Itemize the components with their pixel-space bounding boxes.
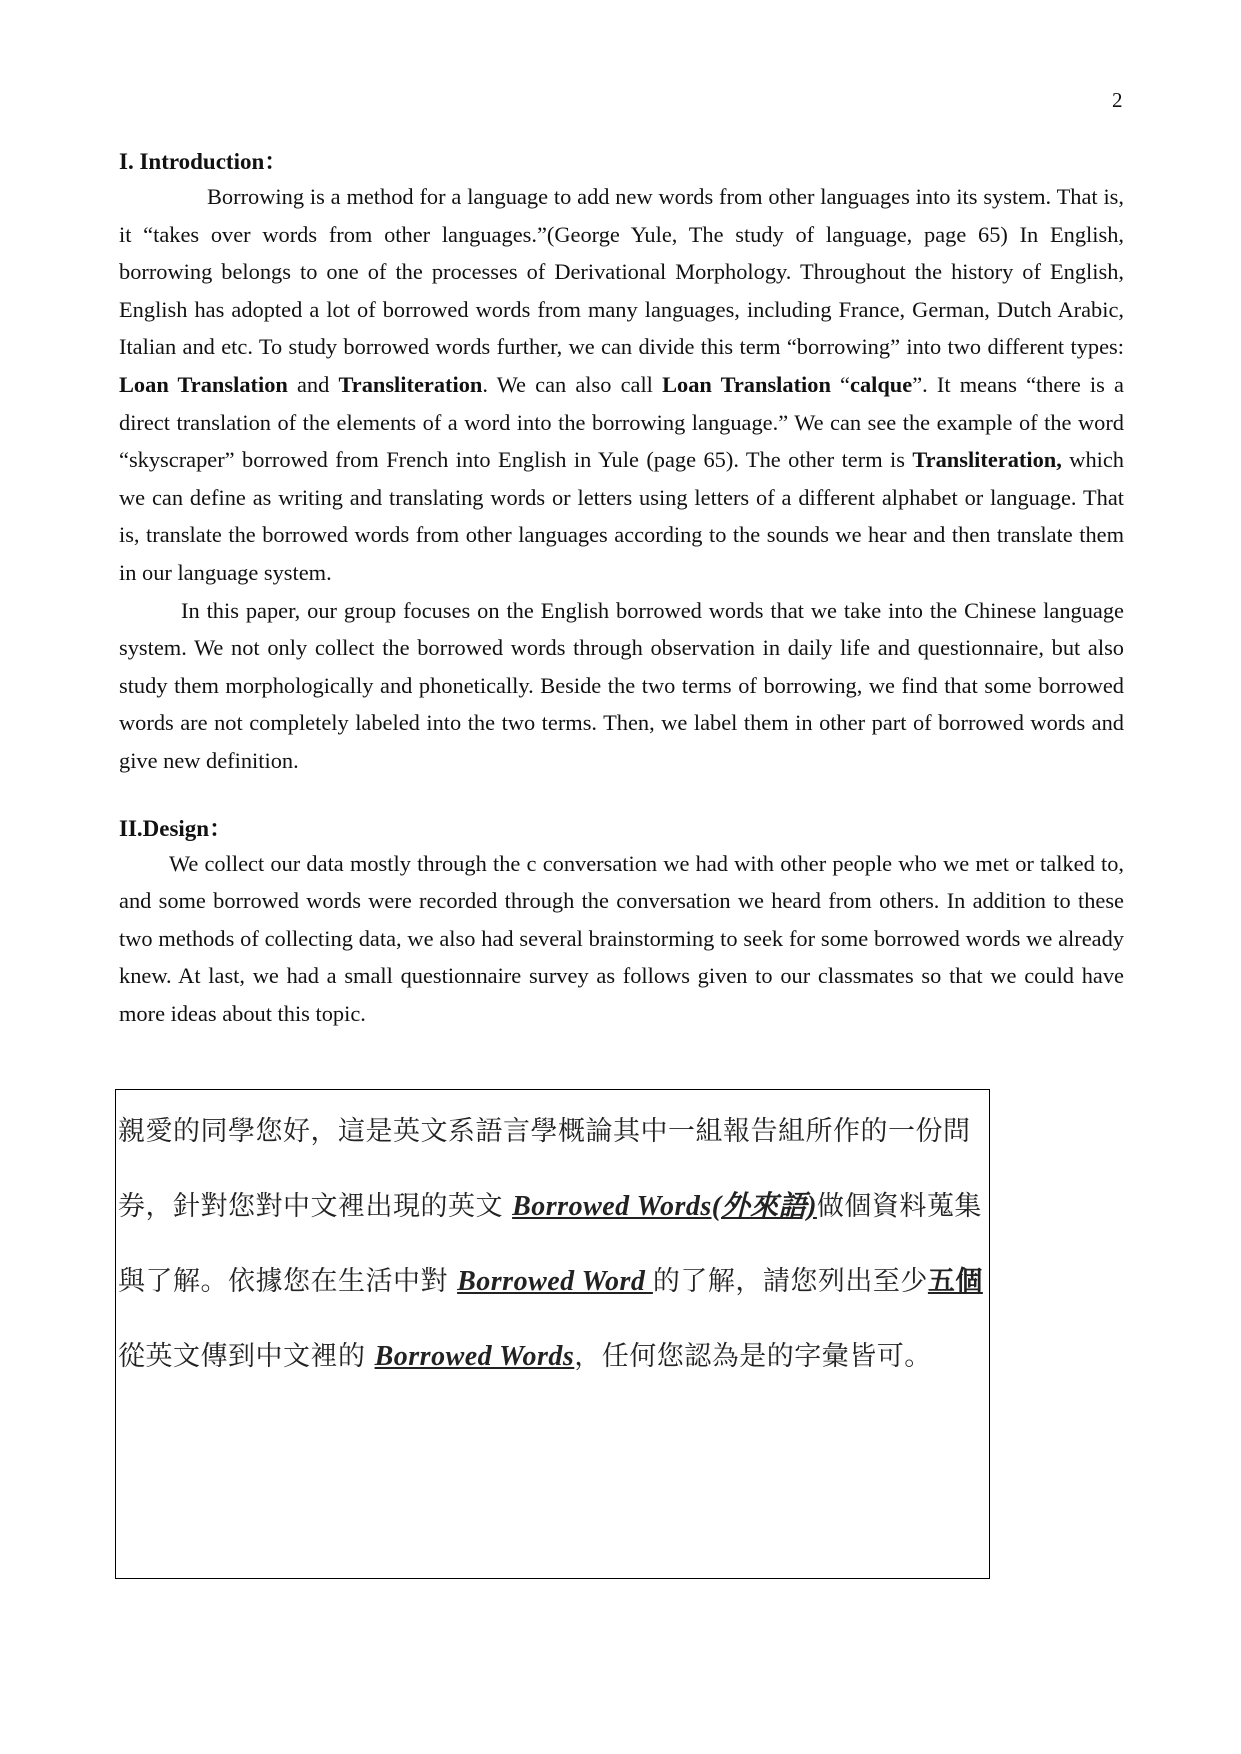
text-run: ，任何您認為是的字彙皆可。 <box>574 1341 932 1372</box>
five-count-emphasis: 五個 <box>927 1266 983 1297</box>
text-run: 做個資料蒐集與了解。依據您在生活中對 <box>118 1191 982 1297</box>
questionnaire-text <box>116 1090 989 1394</box>
text-run: and <box>287 371 339 397</box>
borrowed-word-term: Borrowed Word <box>457 1266 653 1297</box>
text-run: Borrowing is a method for a language to add new words from other languages into its system. That is, it “takes over words from other languages.”(George Yule, The study of language, page 65) In English, borrowing belongs to one of the processes of Derivational Morphology. Throughout the history of English, English has adopted a lot of borrowed words from many languages, including France, German, Dutch Arabic, Italian and etc. To study borrowed words further, we can divide this term “borrowing” into two different types: <box>119 184 1124 360</box>
introduction-heading: I. Introduction： <box>119 149 288 174</box>
text-run: 從英文傳到中文裡的 <box>118 1341 375 1372</box>
text-run: 親愛的同學您好，這是英文系語言學概論其中一組報告組所作的一份問券，針對您對中文裡出現的英文 <box>118 1116 971 1222</box>
text-run: 的了解，請您列出至少 <box>652 1266 928 1297</box>
borrowed-words-term: Borrowed Words <box>374 1341 575 1372</box>
text-run: which we can define as writing and translating words or letters using letters of a different alphabet or language. That is, translate the borrowed words from other languages according to the sounds we hear and then translate them in our language system. <box>119 447 1124 585</box>
term-loan-translation: Loan Translation <box>119 371 288 397</box>
term-transliteration: Transliteration, <box>912 447 1062 473</box>
design-paragraph: We collect our data mostly through the c conversation we had with other people who we met or talked to, and some borrowed words were recorded through the conversation we heard from others. In addition to these two methods of collecting data, we also had several brainstorming to seek for some borrowed words we already knew. At last, we had a small questionnaire survey as follows given to our classmates so that we could have more ideas about this topic. <box>119 850 1124 1026</box>
term-loan-translation: Loan Translation <box>662 371 831 397</box>
questionnaire-box <box>115 1089 990 1579</box>
introduction-paragraph-2: In this paper, our group focuses on the English borrowed words that we take into the Chinese language system. We not only collect the borrowed words through observation in daily life and questionnaire, but also study them morphologically and phonetically. Beside the two terms of borrowing, we find that some borrowed words are not completely labeled into the two terms. Then, we label them in other part of borrowed words and give new definition. <box>119 597 1124 773</box>
design-heading: II.Design： <box>119 815 233 841</box>
document-body <box>119 146 1124 1032</box>
page-number: 2 <box>1112 88 1123 112</box>
borrowed-words-term: Borrowed Words(外來語) <box>512 1191 817 1222</box>
term-calque: calque <box>850 371 913 397</box>
text-run: ”. It means “there is a direct translation of the elements of a word into the borrowing language.” We can see the example of the word “skyscraper” borrowed from French into English in Yule (page 65). The other term is <box>119 371 1124 473</box>
text-run: “ <box>830 371 850 397</box>
term-transliteration: Transliteration <box>338 371 483 397</box>
text-run: . We can also call <box>482 371 663 397</box>
introduction-paragraph-1 <box>119 178 1124 592</box>
